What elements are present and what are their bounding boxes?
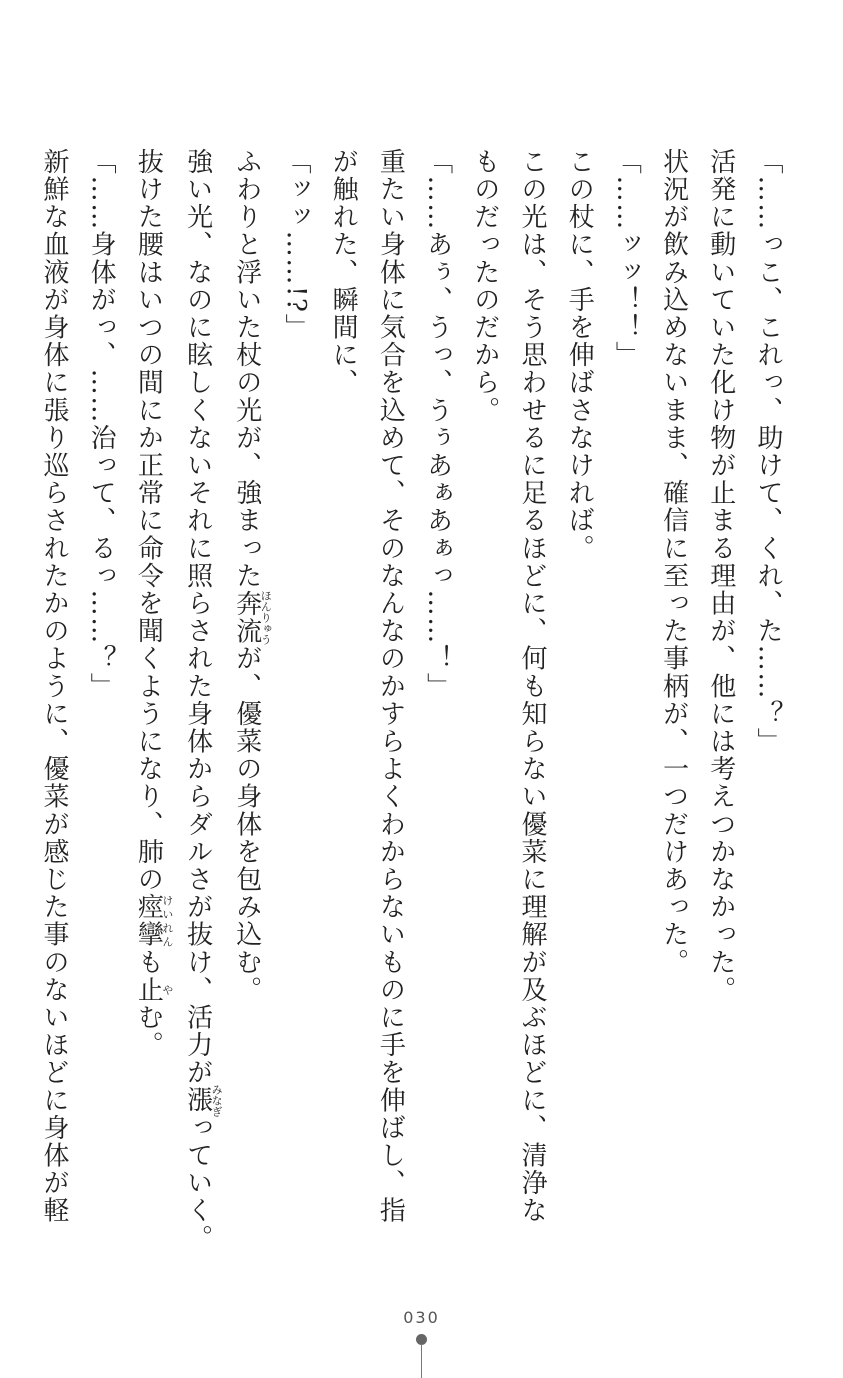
text-segment: 強い光、なのに眩しくないそれに照らされた身体からダルさが抜け、活力が [182, 148, 213, 1087]
ruby-word [133, 893, 174, 949]
text-line: が触れた、瞬間に、 [328, 148, 359, 397]
text-line: 「……身体がっ、……治って、るっ……？」 [86, 148, 117, 700]
text-segment: も [133, 948, 164, 977]
text-segment: む。 [133, 1003, 164, 1059]
ruby-word [231, 589, 273, 645]
text-segment: が、優菜の身体を包み込む。 [231, 644, 262, 1004]
text-segment: ふわりと浮いた杖の光が、強まった [231, 148, 262, 590]
text-line: 「……あぅ、うっ、うぅあぁあぁっ……！」 [422, 148, 453, 700]
text-line: 「……っこ、これっ、助けて、くれ、た……？」 [753, 148, 783, 756]
text-line: ものだったのだから。 [469, 148, 500, 424]
ruby-base: 奔流 [231, 589, 262, 645]
text-line: この杖に、手を伸ばさなければ。 [564, 148, 595, 562]
text-segment: 抜けた腰はいつの間にか正常に命令を聞くようになり、肺の [133, 148, 164, 894]
ruby-word [182, 1083, 224, 1117]
ruby-word [133, 976, 174, 1004]
ruby-reading: みなぎ [210, 1083, 224, 1117]
text-line: 「……ッッ！！」 [611, 148, 642, 369]
text-line: 重たい身体に気合を込めて、そのなんなのかすらよくわからないものに手を伸ばし、指 [375, 148, 406, 1225]
ruby-base: 漲 [182, 1083, 213, 1117]
text-line: 新鮮な血液が身体に張り巡らされたかのように、優菜が感じた事のないほどに身体が軽 [38, 148, 69, 1225]
ruby-reading: や [160, 976, 174, 1004]
ruby-base: 止 [133, 976, 164, 1004]
page-marker-line [421, 1344, 422, 1378]
text-line: 活発に動いていた化け物が止まる理由が、他には考えつかなかった。 [705, 148, 736, 1004]
text-line [173, 148, 224, 1253]
ruby-base: 痙攣 [133, 893, 164, 949]
text-line: 「ッッ……!?」 [280, 148, 311, 342]
text-line: この光は、そう思わせるに足るほどに、何も知らない優菜に理解が及ぶほどに、清浄な [516, 148, 547, 1225]
text-line [124, 148, 173, 1248]
page-number: 030 [403, 1308, 440, 1327]
text-segment: っていく。 [182, 1114, 213, 1253]
ruby-reading: けいれん [160, 893, 174, 949]
vertical-text-block [30, 148, 791, 1253]
text-line [223, 148, 272, 1248]
text-line: 状況が飲み込めないまま、確信に至った事柄が、一つだけあった。 [658, 148, 689, 976]
ruby-reading: ほんりゅう [259, 589, 273, 645]
